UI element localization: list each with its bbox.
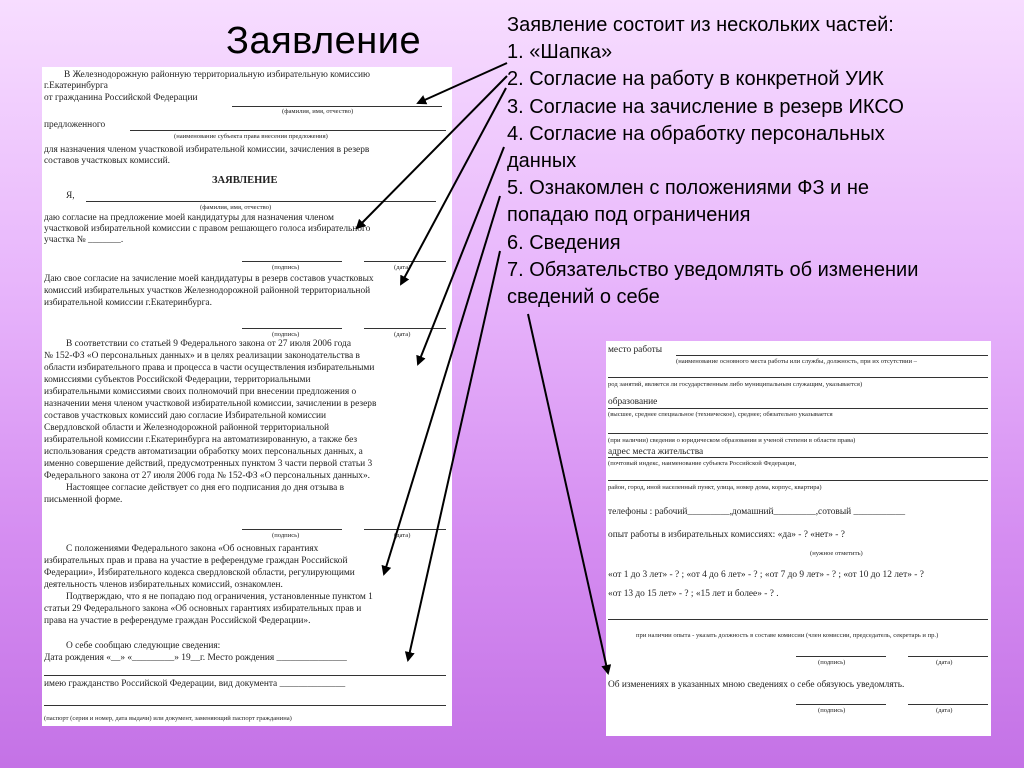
date-caption: (дата) [936,659,953,666]
info-text: место работы [608,345,663,355]
part-item: сведений о себе [507,286,660,309]
form-heading: ЗАЯВЛЕНИЕ [212,175,278,186]
caption: род занятий, является ли государственным либо муниципальным служащим, указывается) [608,381,863,388]
part-item: 4. Согласие на обработку персональных [507,122,885,145]
reserve-text: Даю свое согласие на зачисление моей кандидатуры в резерв составов участковых [44,274,374,284]
part-item: 6. Сведения [507,231,621,254]
obligation-text: Об изменениях в указанных мною сведениях о себе обязуюсь уведомлять. [608,680,905,690]
slide-title: Заявление [226,20,422,62]
personal-data-text: именно совершение действий, предусмотренных пунктом 3 части первой статьи 3 [44,459,373,469]
law-text: статьи 29 Федерального закона «Об основных гарантиях избирательных прав и [44,604,362,614]
application-form-page-2 [606,341,991,736]
caption: (наименование субъекта права внесения предложения) [174,133,328,140]
personal-data-text: использования средств автоматизации обработку моих персональных данных, а [44,447,363,457]
caption: район, город, иной населенный пункт, улица, номер дома, корпус, квартира) [608,484,822,491]
part-item: 1. «Шапка» [507,41,613,64]
info-text: Дата рождения «__» «_________» 19__г. Место рождения _______________ [44,653,347,663]
fill-line [608,433,988,434]
date-line [908,656,988,657]
fill-line [44,675,446,676]
caption: (паспорт (серия и номер, дата выдачи) или документ, заменяющий паспорт гражданина) [44,715,292,722]
consent-text: участковой избирательной комиссии с правом решающего голоса избирательного [44,224,371,234]
info-text: образование [608,397,658,407]
signature-caption: (подпись) [818,659,846,666]
personal-data-text: комиссиями субъектов Российской Федерации, территориальными [44,375,311,385]
caption: (при наличии) сведения о юридическом образовании и ученой степени в области права) [608,437,856,444]
parts-heading: Заявление состоит из нескольких частей: [507,14,894,36]
reserve-text: комиссий избирательных участков Железнодорожной районной территориальной [44,286,371,296]
fill-line [86,201,436,202]
law-text: Подтверждаю, что я не попадаю под ограничения, установленные пунктом 1 [66,592,373,602]
header-line: для назначения членом участковой избирательной комиссии, зачисления в резерв [44,145,370,155]
caption: (фамилия, имя, отчество) [282,108,354,115]
law-text: деятельность членов избирательных комиссий, ознакомлен. [44,580,283,590]
date-line [364,328,446,329]
personal-data-text: Настоящее согласие действует со дня его подписания до дня отзыва в [66,483,345,493]
law-text: С положениями Федерального закона «Об основных гарантиях [66,544,319,554]
arrow-7 [528,314,608,673]
consent-text: участка № _______. [44,235,124,245]
fill-line [676,355,988,356]
personal-data-text: избирательной комиссии г.Екатеринбурга на автоматизированную, а также без [44,435,358,445]
date-line [908,704,988,705]
fill-line [130,130,446,131]
fill-line [608,408,988,409]
personal-data-text: Свердловской области и Железнодорожной районной территориальной [44,423,330,433]
personal-data-text: избирательными комиссиями своих полномочий при внесении предложения о [44,387,357,397]
part-item: 5. Ознакомлен с положениями ФЗ и не [507,177,870,200]
caption: (высшее, среднее специальное (техническое), среднее; обязательно указывается [608,411,833,418]
fill-line [232,106,442,107]
personal-data-text: назначении меня членом участковой избирательной комиссии, зачислении в резерв [44,399,377,409]
reserve-text: избирательной комиссии г.Екатеринбурга. [44,298,212,308]
personal-data-text: № 152-ФЗ «О персональных данных» и в целях реализации законодательства в [44,351,360,361]
signature-caption: (подпись) [272,331,300,338]
date-caption: (дата) [394,331,411,338]
parts-list [507,12,1007,311]
signature-line [796,704,886,705]
personal-data-text: В соответствии со статьей 9 Федерального закона от 27 июля 2006 года [66,339,351,349]
part-item: 7. Обязательство уведомлять об изменении [507,258,919,281]
header-line: составов участковых комиссий. [44,156,171,166]
signature-caption: (подпись) [818,707,846,714]
personal-data-text: письменной форме. [44,495,123,505]
fill-line [44,705,446,706]
law-text: права на участие в референдуме граждан Российской Федерации». [44,616,311,626]
caption: (наименование основного места работы или службы, должность, при их отсутствии – [676,358,917,365]
experience-text: опыт работы в избирательных комиссиях: «да» - ? «нет» - ? [608,530,845,540]
fill-line [608,619,988,620]
signature-line [242,328,342,329]
signature-line [796,656,886,657]
caption: (почтовый индекс, наименование субъекта Российской Федерации, [608,460,797,467]
fill-line [608,457,988,458]
header-line: предложенного [44,120,106,130]
info-text: адрес места жительства [608,447,704,457]
personal-data-text: составов участковых комиссий даю согласие Избирательной комиссии [44,411,327,421]
fill-line [608,480,988,481]
consent-text: даю согласие на предложение моей кандидатуры для назначения членом [44,213,334,223]
part-item: попадаю под ограничения [507,204,751,227]
header-line: г.Екатеринбурга [44,81,108,91]
application-form-page-1 [42,67,452,726]
law-text: Федерации», Избирательного кодекса свердловской области, регулирующими [44,568,355,578]
date-caption: (дата) [936,707,953,714]
header-line: от гражданина Российской Федерации [44,93,198,103]
personal-data-text: Федерального закона от 27 июля 2006 года № 152-ФЗ «О персональных данных». [44,471,370,481]
fill-line [608,377,988,378]
personal-data-text: области избирательного права и процесса в части осуществления избирательными [44,363,375,373]
caption: (нужное отметить) [810,550,863,557]
header-line: В Железнодорожную районную территориальную избирательную комиссию [64,70,371,80]
signature-caption: (подпись) [272,264,300,271]
date-line [364,261,446,262]
signature-caption: (подпись) [272,532,300,539]
signature-line [242,529,342,530]
signature-line [242,261,342,262]
experience-years: «от 1 до 3 лет» - ? ; «от 4 до 6 лет» - ? ; «от 7 до 9 лет» - ? ; «от 10 до 12 лет» - ? [608,570,924,580]
part-item: 2. Согласие на работу в конкретной УИК [507,68,884,91]
part-item: данных [507,150,577,173]
caption: при наличии опыта - указать должность в составе комиссии (член комиссии, председатель, секретарь и пр.) [636,632,939,639]
info-text: имею гражданство Российской Федерации, вид документа ______________ [44,679,346,689]
caption: (фамилия, имя, отчество) [200,204,272,211]
consent-text: Я, [66,191,75,201]
info-text: О себе сообщаю следующие сведения: [66,641,221,651]
date-caption: (дата) [394,264,411,271]
phones-text: телефоны : рабочий_________,домашний_________,сотовый ___________ [608,507,906,517]
date-caption: (дата) [394,532,411,539]
date-line [364,529,446,530]
law-text: избирательных прав и права на участие в референдуме граждан Российской [44,556,348,566]
experience-years: «от 13 до 15 лет» - ? ; «15 лет и более» - ? . [608,589,779,599]
part-item: 3. Согласие на зачисление в резерв ИКСО [507,95,904,118]
